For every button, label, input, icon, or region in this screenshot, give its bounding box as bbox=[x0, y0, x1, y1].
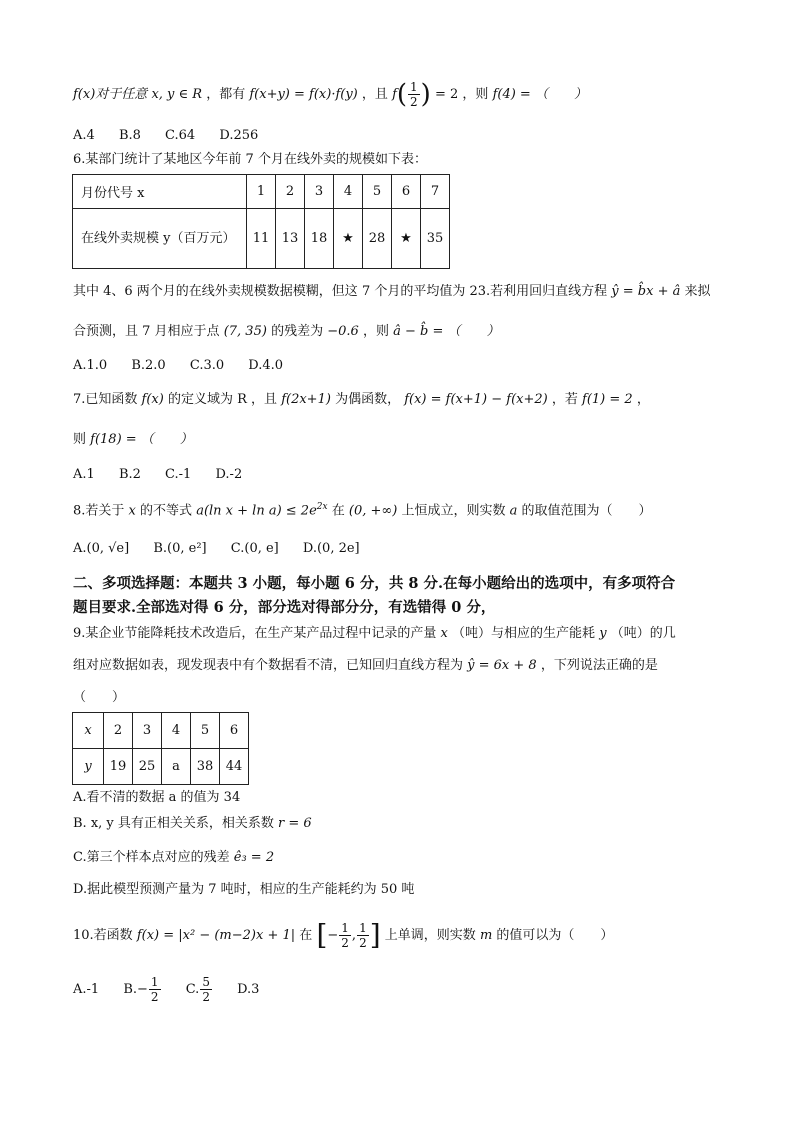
q7-ask: f(18) = （ ） bbox=[90, 432, 193, 447]
q10-bracket-close: ] bbox=[369, 918, 381, 952]
q5-fraction bbox=[408, 80, 420, 109]
q7-option-d: D.-2 bbox=[215, 467, 243, 482]
table-cell: 38 bbox=[191, 749, 220, 785]
q10-option-c-den: 2 bbox=[202, 990, 210, 1004]
q5-paren-close: ) bbox=[420, 79, 431, 110]
q7-option-a: A.1 bbox=[73, 467, 95, 482]
q8-x: x bbox=[128, 503, 136, 519]
q9-line1 bbox=[73, 624, 676, 644]
q5-option-d: D.256 bbox=[219, 128, 259, 143]
q9-line2b: ，下列说法正确的是 bbox=[540, 658, 658, 673]
table-cell: 5 bbox=[191, 713, 220, 749]
table-cell: 7 bbox=[421, 175, 450, 209]
q10-text-a: 10.若函数 bbox=[73, 928, 133, 943]
table-row bbox=[73, 749, 249, 785]
q5-text-b: ，都有 bbox=[206, 87, 246, 102]
table-cell: 4 bbox=[334, 175, 363, 209]
table-cell: 44 bbox=[220, 749, 249, 785]
q5-vars: x, y ∈ R bbox=[151, 87, 203, 102]
q7-text1a: 7.已知函数 bbox=[73, 392, 138, 407]
q6-stem: 6.某部门统计了某地区今年前 7 个月在线外卖的规模如下表： bbox=[73, 152, 427, 167]
q10-text-b: 在 bbox=[299, 928, 313, 943]
q10-option-b-pre: B.− bbox=[123, 982, 148, 997]
table-cell: 3 bbox=[305, 175, 334, 209]
q9-y: y bbox=[599, 626, 607, 641]
q8-option-d: D.(0, 2e] bbox=[302, 541, 360, 556]
q6-options bbox=[73, 356, 303, 376]
q6-option-d: D.4.0 bbox=[248, 358, 284, 373]
q7-text2: 则 bbox=[73, 432, 87, 447]
table-row bbox=[73, 175, 450, 209]
q5-option-a: A.4 bbox=[73, 128, 95, 143]
q5-options bbox=[73, 126, 278, 146]
table-cell: 6 bbox=[220, 713, 249, 749]
q10-frac-left-num: 1 bbox=[341, 921, 349, 935]
q7-option-c: C.-1 bbox=[165, 467, 192, 482]
table-cell: 19 bbox=[104, 749, 133, 785]
q5-frac-num: 1 bbox=[410, 80, 418, 94]
q8-stem bbox=[73, 497, 652, 521]
q6-text2 bbox=[73, 322, 499, 342]
q6-text2c: ，则 bbox=[362, 324, 389, 339]
table-row bbox=[73, 209, 450, 269]
q10-stem bbox=[73, 918, 614, 952]
q10-func: f(x) = |x² − (m−2)x + 1| bbox=[136, 928, 296, 943]
table-cell: 28 bbox=[363, 209, 392, 269]
q6-text1 bbox=[73, 282, 711, 302]
q8-options bbox=[73, 539, 380, 559]
q5-ask: f(4) = （ ） bbox=[492, 87, 587, 102]
q10-option-b-frac bbox=[149, 975, 161, 1004]
q10-frac-left-den: 2 bbox=[341, 936, 349, 950]
q10-option-c-pre: C. bbox=[185, 982, 200, 997]
q9-line3: （ ） bbox=[73, 690, 126, 705]
table-cell: ★ bbox=[392, 209, 421, 269]
q10-option-d: D.3 bbox=[237, 982, 260, 997]
q8-sup: 2x bbox=[316, 502, 328, 512]
q10-text-c: 上单调，则实数 bbox=[384, 928, 476, 943]
q8-text-a: 8.若关于 bbox=[73, 503, 125, 519]
q8-option-c: C.(0, e] bbox=[230, 541, 279, 556]
q6-row1-header: 月份代号 x bbox=[73, 175, 247, 209]
q10-frac-left bbox=[339, 921, 351, 950]
q10-option-b bbox=[123, 975, 161, 1004]
table-cell: 2 bbox=[276, 175, 305, 209]
q10-int-left: − bbox=[327, 928, 339, 943]
q7-text1c: 为偶函数， bbox=[335, 392, 401, 407]
q9-option-c bbox=[73, 848, 274, 868]
table-cell: 13 bbox=[276, 209, 305, 269]
q10-frac-right-den: 2 bbox=[359, 936, 367, 950]
table-cell: 4 bbox=[162, 713, 191, 749]
q8-text-d: 上恒成立，则实数 bbox=[401, 503, 506, 519]
q5-text-d: ，则 bbox=[462, 87, 489, 102]
q6-row2-header: 在线外卖规模 y（百万元） bbox=[73, 209, 247, 269]
q10-frac-right bbox=[357, 921, 369, 950]
q9-row2-header: y bbox=[73, 749, 104, 785]
table-cell: 2 bbox=[104, 713, 133, 749]
q10-option-c-frac bbox=[200, 975, 212, 1004]
q5-f: f bbox=[392, 87, 397, 102]
q8-ineq: a(ln x + ln a) ≤ 2e bbox=[196, 503, 317, 519]
q5-option-b: B.8 bbox=[118, 128, 141, 143]
table-cell: 35 bbox=[421, 209, 450, 269]
q6-option-b: B.2.0 bbox=[131, 358, 166, 373]
q9-line1c: （吨）的几 bbox=[610, 626, 676, 641]
q9-option-c-math: ê₃ = 2 bbox=[233, 850, 275, 865]
q8-interval: (0, +∞) bbox=[348, 503, 398, 519]
q5-frac-den: 2 bbox=[410, 95, 418, 109]
q8-option-a: A.(0, √e] bbox=[73, 541, 130, 556]
table-cell: 1 bbox=[247, 175, 276, 209]
table-cell: 11 bbox=[247, 209, 276, 269]
table-cell: 25 bbox=[133, 749, 162, 785]
q10-option-c bbox=[186, 975, 213, 1004]
q7-f1: f(1) = 2 bbox=[582, 392, 633, 407]
q8-text-e: 的取值范围为（ ） bbox=[521, 503, 652, 519]
q10-m: m bbox=[479, 928, 493, 943]
q9-line2 bbox=[73, 656, 658, 676]
q6-resid: −0.6 bbox=[327, 324, 359, 339]
q10-comma: , bbox=[351, 928, 357, 943]
q10-option-c-num: 5 bbox=[202, 975, 210, 989]
section2-line1: 二、多项选择题：本题共 3 小题，每小题 6 分，共 8 分.在每小题给出的选项中，有多项符合 bbox=[73, 575, 676, 592]
q6-option-a: A.1.0 bbox=[73, 358, 108, 373]
q8-text-c: 在 bbox=[331, 503, 345, 519]
q7-options bbox=[73, 465, 262, 485]
q5-option-c: C.64 bbox=[165, 128, 196, 143]
table-row bbox=[73, 713, 249, 749]
q9-option-b-text: B. x, y 具有正相关关系，相关系数 bbox=[73, 816, 274, 831]
q6-ask: â − b̂ = （ ） bbox=[393, 324, 500, 339]
q10-text-d: 的值可以为（ ） bbox=[496, 928, 614, 943]
section2-line2: 题目要求.全部选对得 6 分，部分选对得部分分，有选错得 0 分， bbox=[73, 599, 496, 616]
q7-text1e: ， bbox=[636, 392, 650, 407]
q9-line1a: 9.某企业节能降耗技术改造后，在生产某产品过程中记录的产量 bbox=[73, 626, 437, 641]
q7-f2x: f(2x+1) bbox=[281, 392, 331, 407]
q9-table bbox=[72, 712, 249, 785]
q9-line1b: （吨）与相应的生产能耗 bbox=[452, 626, 596, 641]
q7-stem bbox=[73, 390, 650, 410]
q7-rel: f(x) = f(x+1) − f(x+2) bbox=[404, 392, 548, 407]
q6-option-c: C.3.0 bbox=[189, 358, 225, 373]
q10-option-b-den: 2 bbox=[150, 990, 159, 1004]
q7-text1d: ，若 bbox=[551, 392, 578, 407]
q10-bracket-open: [ bbox=[316, 918, 328, 952]
q10-options bbox=[73, 975, 279, 1004]
q5-eq2: = 2 bbox=[434, 87, 459, 102]
q6-table bbox=[72, 174, 450, 269]
q5-text-c: ，且 bbox=[361, 87, 388, 102]
q9-line2a: 组对应数据如表，现发现表中有个数据看不清，已知回归直线方程为 bbox=[73, 658, 464, 673]
table-cell: a bbox=[162, 749, 191, 785]
q9-option-d: D.据此模型预测产量为 7 吨时，相应的生产能耗约为 50 吨 bbox=[73, 882, 415, 897]
q6-text1-body: 其中 4、6 两个月的在线外卖规模数据模糊，但这 7 个月的平均值为 23.若利用回归直线方程 bbox=[73, 284, 608, 299]
q7-line2 bbox=[73, 430, 193, 450]
q5-text-a: f(x)对于任意 bbox=[73, 87, 148, 102]
q5-eq: f(x+y) = f(x)·f(y) bbox=[249, 87, 358, 102]
q10-option-b-num: 1 bbox=[150, 975, 159, 989]
table-cell: ★ bbox=[334, 209, 363, 269]
q5-stem bbox=[73, 80, 587, 109]
table-cell: 18 bbox=[305, 209, 334, 269]
q7-text1b: 的定义域为 R ，且 bbox=[167, 392, 278, 407]
table-cell: 6 bbox=[392, 175, 421, 209]
q9-option-c-text: C.第三个样本点对应的残差 bbox=[73, 850, 230, 865]
q6-point: (7, 35) bbox=[223, 324, 267, 339]
table-cell: 5 bbox=[363, 175, 392, 209]
q6-text2a: 合预测，且 7 月相应于点 bbox=[73, 324, 220, 339]
q6-text1-end: 来拟 bbox=[684, 284, 711, 299]
q8-option-b: B.(0, e²] bbox=[153, 541, 207, 556]
q10-option-a: A.-1 bbox=[73, 982, 100, 997]
q5-paren-open: ( bbox=[396, 79, 408, 110]
q6-text2b: 的残差为 bbox=[271, 324, 324, 339]
q9-x: x bbox=[440, 626, 448, 641]
q9-option-a: A.看不清的数据 a 的值为 34 bbox=[73, 790, 241, 805]
q9-reg: ŷ = 6x + 8 bbox=[467, 658, 537, 673]
q7-fx: f(x) bbox=[141, 392, 164, 407]
q9-option-b bbox=[73, 814, 312, 834]
q7-option-b: B.2 bbox=[118, 467, 141, 482]
q10-frac-right-num: 1 bbox=[359, 921, 367, 935]
q9-option-b-math: r = 6 bbox=[278, 816, 312, 831]
q8-a: a bbox=[509, 503, 518, 519]
table-cell: 3 bbox=[133, 713, 162, 749]
q8-text-b: 的不等式 bbox=[140, 503, 193, 519]
q6-reg-eq: ŷ = b̂x + â bbox=[611, 284, 681, 299]
q9-row1-header: x bbox=[73, 713, 104, 749]
